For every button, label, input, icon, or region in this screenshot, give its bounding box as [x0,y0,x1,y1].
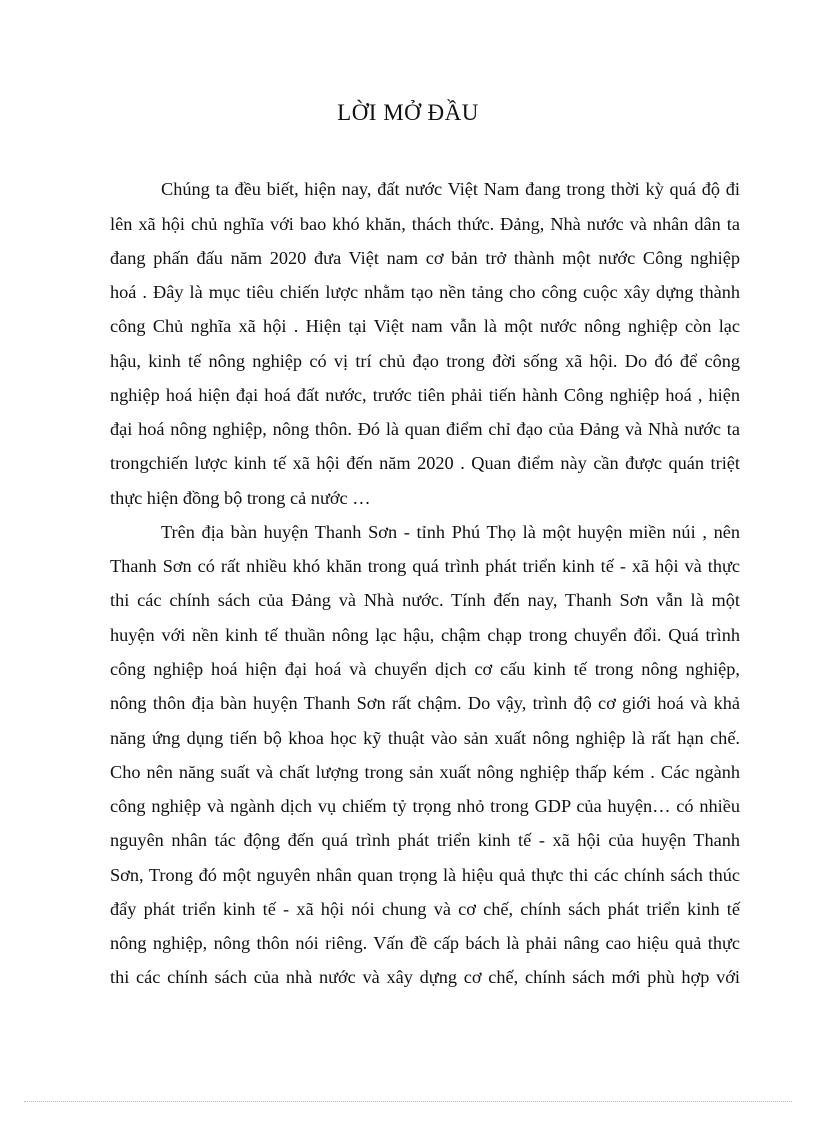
paragraph-line: trongchiến lược kinh tế xã hội đến năm 2020 . Quan điểm này cần được quán triệt [110,453,740,473]
paragraph-line: Cho nên năng suất và chất lượng trong sản xuất nông nghiệp thấp kém . Các ngành [110,762,740,782]
paragraph-line: công nghiệp hoá hiện đại hoá và chuyển dịch cơ cấu kinh tế trong nông nghiệp, [110,659,740,679]
paragraph-line: Chúng ta đều biết, hiện nay, đất nước Việt Nam đang trong thời kỳ quá độ đi [161,179,740,199]
paragraph-line: Trên địa bàn huyện Thanh Sơn - tỉnh Phú Thọ là một huyện miền núi , nên [161,522,740,542]
paragraph-line: đang phấn đấu năm 2020 đưa Việt nam cơ bản trở thành một nước Công nghiệp [110,248,740,268]
paragraph-line: nghiệp hoá hiện đại hoá đất nước, trước tiên phải tiến hành Công nghiệp hoá , hiện [110,385,740,405]
page-bottom-divider [24,1101,792,1102]
paragraph-line: Thanh Sơn có rất nhiều khó khăn trong quá trình phát triển kinh tế - xã hội và thực [110,556,740,576]
paragraph-line: công nghiệp và ngành dịch vụ chiếm tỷ trọng nhỏ trong GDP của huyện… có nhiều [110,796,740,816]
paragraph-line: năng ứng dụng tiến bộ khoa học kỹ thuật vào sản xuất nông nghiệp là rất hạn chế. [110,728,740,748]
paragraph-line: huyện với nền kinh tế thuần nông lạc hậu, chậm chạp trong chuyển đổi. Quá trình [110,625,740,645]
paragraph-line: thi các chính sách của Đảng và Nhà nước. Tính đến nay, Thanh Sơn vẫn là một [110,590,740,610]
paragraph-line: nông nghiệp, nông thôn nói riêng. Vấn đề cấp bách là phải nâng cao hiệu quả thực [110,933,740,953]
paragraph-line: thực hiện đồng bộ trong cả nước … [110,488,371,508]
paragraph-line: nguyên nhân tác động đến quá trình phát triển kinh tế - xã hội của huyện Thanh [110,830,740,850]
paragraph-line: công Chủ nghĩa xã hội . Hiện tại Việt nam vẫn là một nước nông nghiệp còn lạc [110,316,740,336]
paragraph-line: đại hoá nông nghiệp, nông thôn. Đó là quan điểm chỉ đạo của Đảng và Nhà nước ta [110,419,740,439]
paragraph-line: thi các chính sách của nhà nước và xây dựng cơ chế, chính sách mới phù hợp với [110,967,740,987]
page-title: LỜI MỞ ĐẦU [337,100,479,125]
paragraph-line: nông thôn địa bàn huyện Thanh Sơn rất chậm. Do vậy, trình độ cơ giới hoá và khả [110,693,740,713]
paragraph-line: đẩy phát triển kinh tế - xã hội nói chung và cơ chế, chính sách phát triển kinh tế [110,899,740,919]
paragraph-line: hoá . Đây là mục tiêu chiến lược nhằm tạo nền tảng cho công cuộc xây dựng thành [110,282,740,302]
paragraph-line: lên xã hội chủ nghĩa với bao khó khăn, thách thức. Đảng, Nhà nước và nhân dân ta [110,214,740,234]
paragraph-line: Sơn, Trong đó một nguyên nhân quan trọng là hiệu quả thực thi các chính sách thúc [110,865,740,885]
paragraph-line: hậu, kinh tế nông nghiệp có vị trí chủ đạo trong đời sống xã hội. Do đó để công [110,351,740,371]
